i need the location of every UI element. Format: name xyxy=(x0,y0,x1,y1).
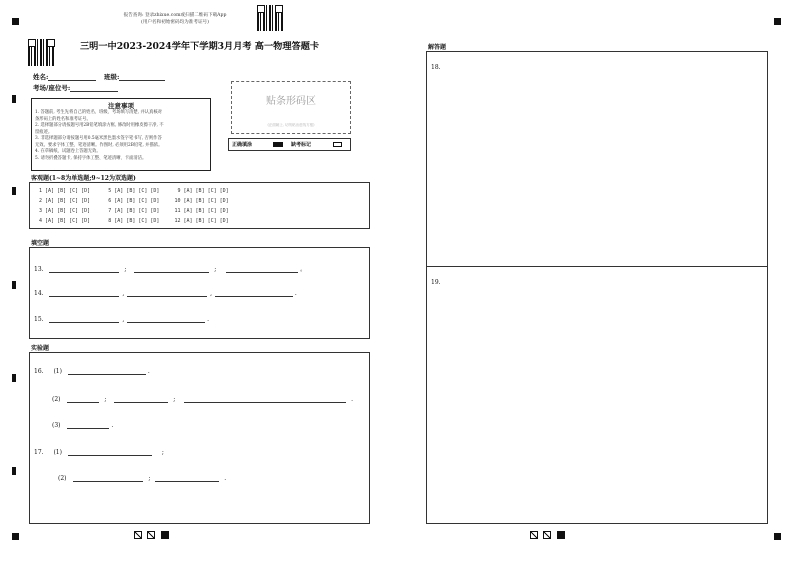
q16-part1-row: 16. (1) . xyxy=(34,368,150,375)
notice-line: 2. 选择题部分请按题号用2B铅笔填涂方框, 修改时用橡皮擦干净, 不 xyxy=(35,123,164,128)
notice-line: 条形码上的姓名和准考证号。 xyxy=(35,116,91,122)
answer-line[interactable] xyxy=(215,290,293,297)
q18-label: 18. xyxy=(431,64,441,71)
answer-line[interactable] xyxy=(73,475,143,482)
seat-label: 考场/座位号: xyxy=(33,84,71,92)
page-marker-box xyxy=(147,531,155,539)
q16-part3-row: (3) . xyxy=(52,422,114,429)
report-notice-line2: (用户名和初始密码均为准考证号) xyxy=(141,20,209,25)
report-notice-line1: 报告查询: 登录zhixue.com或扫描二维码下载App xyxy=(123,13,227,18)
q14-row: 14. , , . xyxy=(34,290,297,297)
q15-row: 15. , . xyxy=(34,316,210,323)
q17-part2-row: (2) ; . xyxy=(58,475,227,482)
q17-part1-row: 17. (1) ; xyxy=(34,449,164,456)
page-marker-box xyxy=(530,531,538,539)
notice-line: 无效。要求字体工整、笔迹清晰。作图时, 必须用2B铅笔, 并描浓。 xyxy=(35,142,163,148)
part-label: (1) xyxy=(53,368,62,375)
answer-section-title: 解答题 xyxy=(428,44,447,51)
page-marker-box xyxy=(543,531,551,539)
answer-line[interactable] xyxy=(184,396,346,403)
fill-blank-answer-box xyxy=(29,247,370,339)
name-field[interactable] xyxy=(33,72,96,81)
answer-line[interactable] xyxy=(49,290,119,297)
alignment-mark-bottom-right xyxy=(774,533,781,540)
name-line[interactable] xyxy=(48,74,96,81)
answer-line[interactable] xyxy=(68,368,146,375)
absent-mark-box[interactable] xyxy=(333,142,342,147)
mcq-row[interactable]: 4 [A] [B] [C] [D] 8 [A] [B] [C] [D] 12 [A] [B] [C] [D] xyxy=(36,218,229,224)
side-mark xyxy=(12,281,16,289)
q18-answer-box[interactable] xyxy=(426,51,768,267)
seat-field[interactable] xyxy=(33,83,118,92)
side-mark xyxy=(12,374,16,382)
answer-line[interactable] xyxy=(67,396,99,403)
mcq-row[interactable]: 3 [A] [B] [C] [D] 7 [A] [B] [C] [D] 11 [A] [B] [C] [D] xyxy=(36,208,229,214)
side-mark xyxy=(12,467,16,475)
answer-line[interactable] xyxy=(68,449,152,456)
objective-answer-box xyxy=(29,182,370,229)
part-label: (1) xyxy=(53,449,62,456)
part-label: (3) xyxy=(52,422,61,429)
answer-line[interactable] xyxy=(226,266,298,273)
alignment-mark-bottom-left xyxy=(12,533,19,540)
q19-answer-box[interactable] xyxy=(426,266,768,524)
fill-blank-section-title: 填空题 xyxy=(31,240,50,247)
notice-line: 留痕迹。 xyxy=(35,129,53,135)
answer-line[interactable] xyxy=(127,316,205,323)
absent-mark-label: 缺考标记 xyxy=(291,142,312,148)
objective-section-title: 客观题(1~8为单选题;9~12为双选题) xyxy=(31,175,136,182)
notice-title: 注意事项 xyxy=(108,102,134,110)
alignment-mark-top-left xyxy=(12,18,19,25)
q16-part2-row: (2) ; ; . xyxy=(52,396,354,403)
q15-label: 15. xyxy=(34,316,44,323)
notice-line: 4. 在草稿纸、试题卷上答题无效。 xyxy=(35,149,101,154)
answer-line[interactable] xyxy=(127,290,207,297)
class-field[interactable] xyxy=(104,72,165,81)
barcode-hint: (正面朝上, 切勿贴出虚线方框) xyxy=(267,123,315,127)
app-qr-code xyxy=(257,5,283,31)
report-notice xyxy=(100,12,250,26)
class-label: 班级: xyxy=(104,73,120,81)
q16-label: 16. xyxy=(34,368,44,375)
experiment-section-title: 实验题 xyxy=(31,345,50,352)
page-marker-box xyxy=(134,531,142,539)
experiment-answer-box xyxy=(29,352,370,524)
name-label: 姓名: xyxy=(33,73,49,81)
answer-line[interactable] xyxy=(67,422,109,429)
correct-fill-label: 正确填涂 xyxy=(232,142,253,148)
answer-line[interactable] xyxy=(134,266,209,273)
notice-body xyxy=(35,110,164,162)
mcq-row[interactable]: 1 [A] [B] [C] [D] 5 [A] [B] [C] [D] 9 [A] [B] [C] [D] xyxy=(36,188,229,194)
notice-line: 3. 非选择题部分请按题号用0.5毫米黑色墨水签字笔书写, 否则作答 xyxy=(35,136,162,141)
barcode-title: 贴条形码区 xyxy=(266,96,316,107)
q19-label: 19. xyxy=(431,279,441,286)
class-line[interactable] xyxy=(119,74,165,81)
barcode-area xyxy=(231,81,351,134)
correct-fill-sample xyxy=(273,142,283,147)
answer-line[interactable] xyxy=(114,396,168,403)
mcq-row[interactable]: 2 [A] [B] [C] [D] 6 [A] [B] [C] [D] 10 [A] [B] [C] [D] xyxy=(36,198,229,204)
fill-legend xyxy=(228,138,351,151)
part-label: (2) xyxy=(52,396,61,403)
page-title: 三明一中2023-2024学年下学期3月月考 高一物理答题卡 xyxy=(80,41,320,52)
q13-row: 13. ; ; 。 xyxy=(34,266,307,273)
notice-box xyxy=(31,98,211,171)
answer-line[interactable] xyxy=(155,475,219,482)
notice-line: 1. 答题前, 考生先将自己的姓名、班级、考场填写清楚, 并认真核对 xyxy=(35,110,162,115)
side-mark xyxy=(12,187,16,195)
page-marker-solid xyxy=(557,531,565,539)
answer-line[interactable] xyxy=(49,266,119,273)
q13-label: 13. xyxy=(34,266,44,273)
alignment-mark-top-right xyxy=(774,18,781,25)
notice-line: 5. 请勿折叠答题卡, 保持字体工整、笔迹清晰、卡面清洁。 xyxy=(35,155,147,161)
q17-label: 17. xyxy=(34,449,44,456)
answer-line[interactable] xyxy=(49,316,119,323)
q14-label: 14. xyxy=(34,290,44,297)
side-mark xyxy=(12,95,16,103)
page-marker-solid xyxy=(161,531,169,539)
seat-line[interactable] xyxy=(70,85,118,92)
exam-qr-code xyxy=(28,39,55,66)
part-label: (2) xyxy=(58,475,67,482)
